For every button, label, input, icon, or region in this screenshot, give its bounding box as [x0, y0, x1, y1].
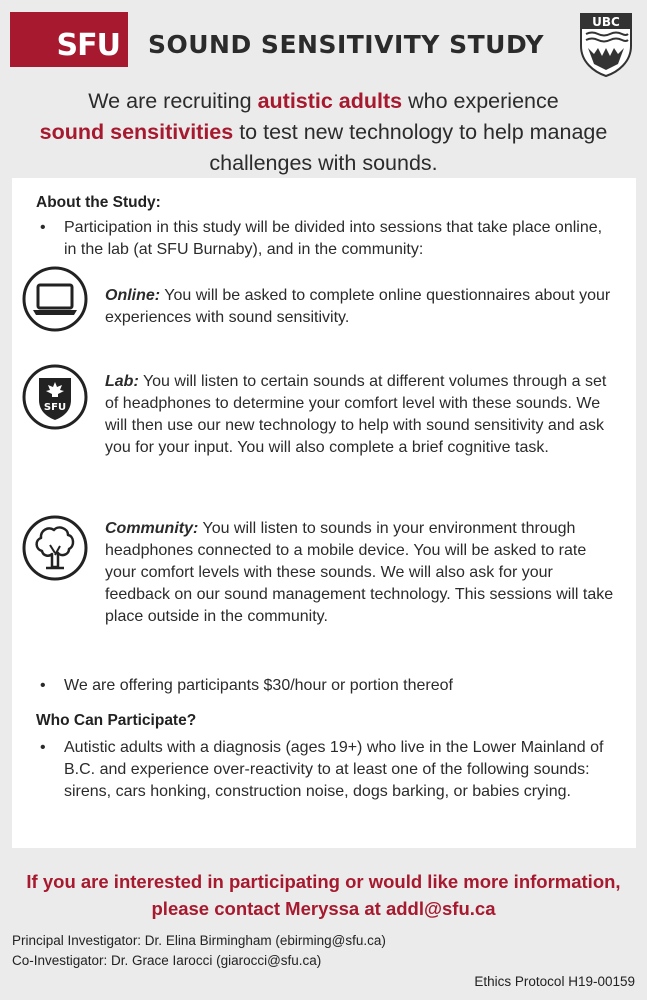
about-heading: About the Study: — [36, 194, 161, 211]
payment-bullet: • We are offering participants $30/hour or portion thereof — [36, 675, 606, 697]
about-bullet: • Participation in this study will be divided into sessions that take place online, in the lab (at SFU Burnaby), and in the community: — [36, 217, 606, 261]
sfu-logo: SFU — [10, 12, 128, 67]
sfu-crest-label: SFU — [43, 402, 67, 413]
tree-icon — [22, 515, 88, 581]
highlight-autistic-adults: autistic adults — [257, 89, 403, 113]
header — [0, 0, 647, 84]
ethics-protocol: Ethics Protocol H19-00159 — [474, 974, 635, 989]
eligibility-bullet: • Autistic adults with a diagnosis (ages 19+) who live in the Lower Mainland of B.C. and experience over-reactivity to at least one of the following sounds: sirens, cars honking, construction noise, dogs barking, or babies crying. — [36, 737, 606, 803]
principal-investigator: Principal Investigator: Dr. Elina Birmingham (ebirming@sfu.ca) — [12, 933, 386, 948]
contact-call-to-action: If you are interested in participating or would like more information, please contact Meryssa at addl@sfu.ca — [26, 871, 621, 919]
sfu-crest-icon — [22, 364, 88, 430]
ubc-crest-icon — [578, 12, 634, 78]
laptop-icon — [22, 266, 88, 332]
community-description: Community: You will listen to sounds in your environment through headphones connected to a mobile device. You will be asked to rate your comfort levels with these sounds. We will also ask for your feedback on our sound management technology. This sessions will take place outside in the community. — [105, 520, 614, 625]
content-card — [12, 178, 636, 848]
eligibility-heading: Who Can Participate? — [36, 712, 197, 729]
co-investigator: Co-Investigator: Dr. Grace Iarocci (giarocci@sfu.ca) — [12, 953, 322, 968]
highlight-sound-sensitivities: sound sensitivities — [39, 120, 234, 144]
intro-text: We are recruiting autistic adults who experience sound sensitivities to test new technology to help manage challenges with sounds. — [39, 89, 608, 175]
online-description: Online: You will be asked to complete online questionnaires about your experiences with sound sensitivity. — [105, 287, 611, 326]
page-title: SOUND SENSITIVITY STUDY — [148, 30, 545, 59]
lab-description: Lab: You will listen to certain sounds at different volumes through a set of headphones to determine your comfort level with these sounds. We will then use our new technology to help with sound sensitivity and ask you for your input. You will also complete a brief cognitive task. — [105, 373, 607, 456]
ubc-logo-text: UBC — [592, 15, 620, 29]
